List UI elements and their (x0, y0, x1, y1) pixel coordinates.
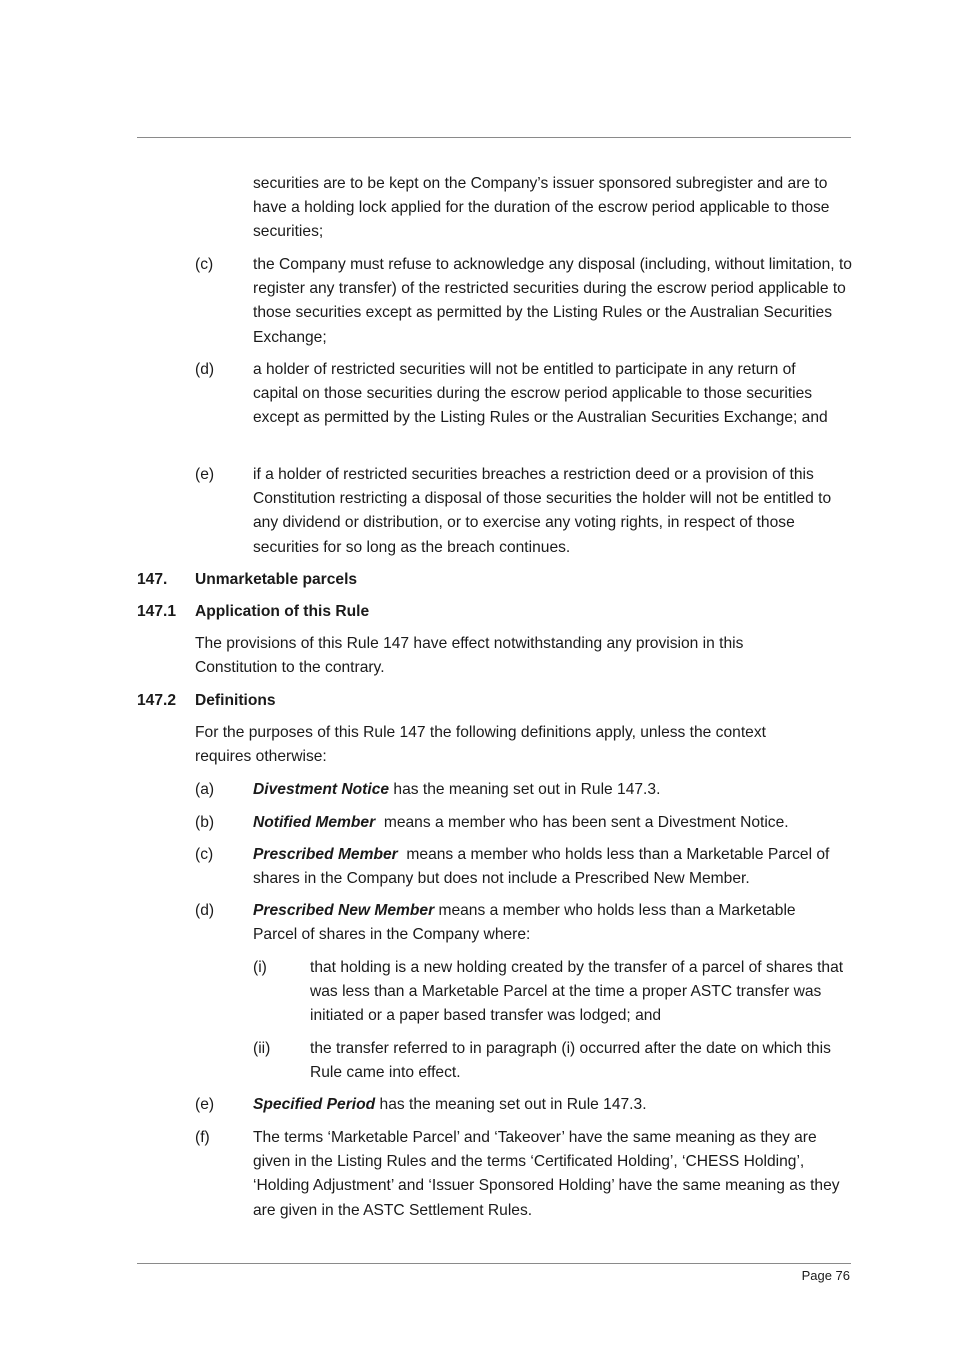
definition-label: (e) (195, 1096, 215, 1113)
subsection-number: 147.1 (137, 603, 177, 620)
item-text: a holder of restricted securities will not be entitled to participate in any return of capital on those securities during the escrow period applicable to those securities except as permitted by the Listing Rules or the Australian Securities Exchange; and (253, 361, 828, 427)
subitem-label: (ii) (253, 1040, 271, 1057)
page-number: Page 76 (801, 1268, 850, 1283)
subsection-title: Definitions (195, 692, 276, 709)
definition-label: (a) (195, 781, 215, 798)
subitem-text: the transfer referred to in paragraph (i) occurred after the date on which this Rule came into effect. (310, 1040, 831, 1082)
definition-item (253, 843, 843, 891)
item-label: (d) (195, 361, 215, 378)
subitem-text: that holding is a new holding created by the transfer of a parcel of shares that was less than a Marketable Parcel at the time a proper ASTC transfer was initiated or a paper based transfer was lodged; and (310, 959, 844, 1025)
header-rule (137, 137, 851, 138)
defined-term: Notified Member (253, 814, 376, 831)
continuation-paragraph: securities are to be kept on the Company’s issuer sponsored subregister and are to have a holding lock applied for the duration of the escrow period applicable to those securities; (253, 175, 830, 241)
definition-item (253, 811, 853, 835)
section-number: 147. (137, 571, 168, 588)
definition-text: has the meaning set out in Rule 147.3. (389, 781, 661, 798)
definition-item (253, 899, 838, 947)
definition-label: (c) (195, 846, 214, 863)
definition-text: means a member who has been sent a Divestment Notice. (375, 814, 789, 831)
definition-label: (f) (195, 1129, 210, 1146)
item-text: if a holder of restricted securities breaches a restriction deed or a provision of this Constitution restricting a disposal of those securities the holder will not be entitled to any dividend or distribution, or to exercise any voting rights, in respect of those securities for so long as the breach continues. (253, 466, 832, 556)
defined-term: Prescribed New Member (253, 902, 435, 919)
subsection-number: 147.2 (137, 692, 177, 709)
subsection-title: Application of this Rule (195, 603, 370, 620)
definition-text: means a member who holds less than a Marketable Parcel of shares in the Company but does not include a Prescribed New Member. (253, 846, 834, 888)
definition-text: has the meaning set out in Rule 147.3. (375, 1096, 647, 1113)
definition-label: (d) (195, 902, 215, 919)
footer-rule (137, 1263, 851, 1264)
item-text: the Company must refuse to acknowledge any disposal (including, without limitation, to register any transfer) of the restricted securities during the escrow period applicable to those securities except as permitted by the Listing Rules or the Australian Securities Exchange; (253, 256, 852, 346)
item-label: (c) (195, 256, 214, 273)
definitions-intro: For the purposes of this Rule 147 the following definitions apply, unless the context requires otherwise: (195, 724, 766, 766)
definition-text: means a member who holds less than a Marketable Parcel of shares in the Company where: (253, 902, 796, 944)
definition-item (253, 1093, 853, 1117)
defined-term: Specified Period (253, 1096, 376, 1113)
subsection-body: The provisions of this Rule 147 have effect notwithstanding any provision in this Constitution to the contrary. (195, 635, 744, 677)
definition-item (253, 1126, 848, 1223)
definition-item (253, 778, 853, 802)
definition-label: (b) (195, 814, 215, 831)
defined-term: Prescribed Member (253, 846, 398, 863)
item-label: (e) (195, 466, 215, 483)
defined-term: Divestment Notice (253, 781, 390, 798)
section-title: Unmarketable parcels (195, 571, 358, 588)
subitem-label: (i) (253, 959, 267, 976)
definition-text: The terms ‘Marketable Parcel’ and ‘Takeover’ have the same meaning as they are given in the Listing Rules and the terms ‘Certificated Holding’, ‘CHESS Holding’, ‘Holding Adjustment’ and ‘Issuer Sponsored Holding’ have the same meaning as they are given in the ASTC Settlement Rules. (253, 1129, 840, 1219)
